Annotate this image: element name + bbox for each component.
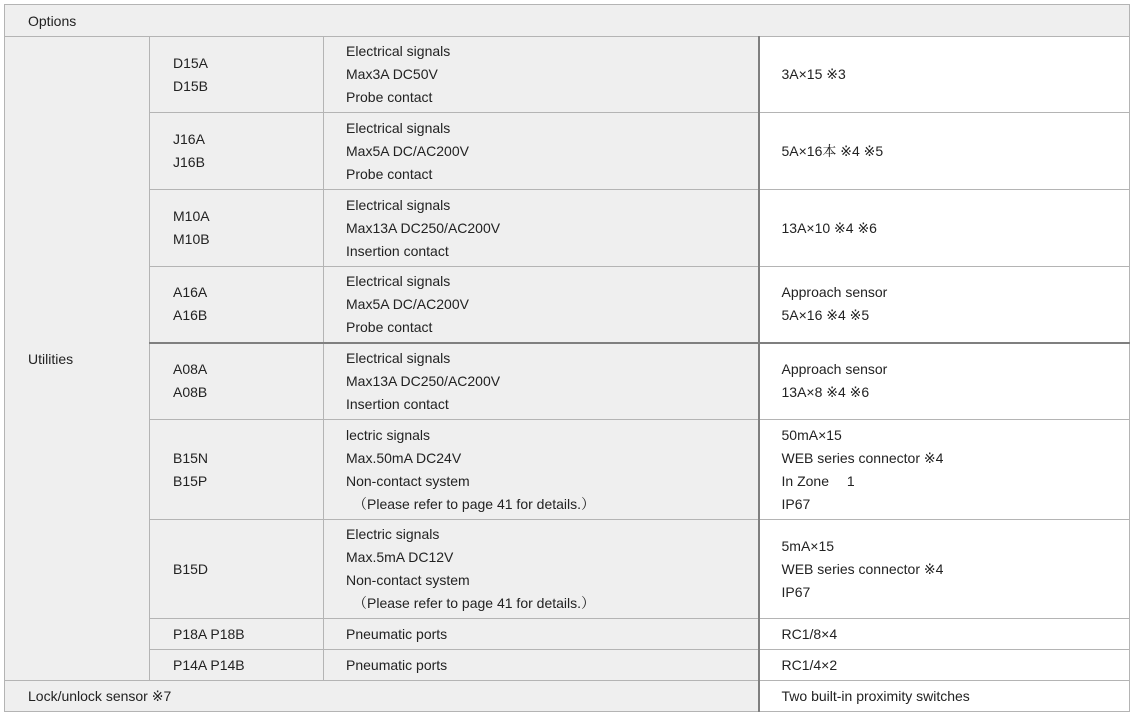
desc-cell bbox=[324, 37, 759, 113]
desc-line: Electrical signals bbox=[346, 349, 451, 366]
desc-cell bbox=[324, 619, 759, 650]
model-name: A16A bbox=[173, 284, 208, 301]
model-cell bbox=[150, 619, 324, 650]
value-line: RC1/8×4 bbox=[781, 625, 838, 642]
value-cell bbox=[759, 420, 1130, 520]
model-name: A16B bbox=[173, 307, 208, 324]
value-cell bbox=[759, 113, 1130, 190]
utilities-label: Utilities bbox=[5, 37, 150, 681]
model-cell bbox=[150, 343, 324, 420]
table-row bbox=[5, 650, 1130, 681]
value-cell bbox=[759, 343, 1130, 420]
model-cell bbox=[150, 650, 324, 681]
model-cell bbox=[150, 190, 324, 267]
desc-line: Max.50mA DC24V bbox=[346, 449, 462, 466]
desc-line: Max3A DC50V bbox=[346, 66, 438, 82]
value-line: 5A×16 ※4 ※5 bbox=[781, 307, 870, 324]
model-name: M10B bbox=[173, 231, 210, 247]
value-line: 5A×16本 ※4 ※5 bbox=[781, 142, 884, 159]
value-cell bbox=[759, 619, 1130, 650]
value-cell bbox=[759, 37, 1130, 113]
table-row bbox=[5, 420, 1130, 520]
desc-line: Insertion contact bbox=[346, 242, 449, 259]
value-line: RC1/4×2 bbox=[781, 656, 838, 673]
value-cell bbox=[759, 650, 1130, 681]
table-row bbox=[5, 619, 1130, 650]
model-cell bbox=[150, 267, 324, 343]
desc-line: Non-contact system bbox=[346, 572, 470, 588]
table-row bbox=[5, 113, 1130, 190]
value-line: 13A×10 ※4 ※6 bbox=[781, 219, 877, 236]
desc-cell bbox=[324, 267, 759, 343]
desc-line: Max5A DC/AC200V bbox=[346, 295, 469, 312]
value-line: IP67 bbox=[781, 583, 811, 600]
table-row bbox=[5, 190, 1130, 267]
model-name: D15A bbox=[173, 54, 209, 71]
desc-line: Pneumatic ports bbox=[346, 625, 448, 642]
desc-cell bbox=[324, 343, 759, 420]
desc-line: Max13A DC250/AC200V bbox=[346, 372, 501, 389]
desc-line: Electrical signals bbox=[346, 119, 451, 136]
desc-cell bbox=[324, 190, 759, 267]
desc-line: Max.5mA DC12V bbox=[346, 549, 454, 565]
model-name: A08B bbox=[173, 384, 208, 401]
desc-line: Electric signals bbox=[346, 526, 440, 542]
model-name: M10A bbox=[173, 208, 210, 224]
desc-line: Non-contact system bbox=[346, 472, 470, 489]
value-line: IP67 bbox=[781, 495, 811, 512]
value-line: Approach sensor bbox=[781, 361, 888, 378]
lock-sensor-label: Lock/unlock sensor ※7 bbox=[5, 681, 759, 712]
table-row bbox=[5, 267, 1130, 343]
model-name: B15P bbox=[173, 472, 208, 489]
desc-cell bbox=[324, 420, 759, 520]
options-header: Options bbox=[5, 5, 1130, 37]
model-name: P14A P14B bbox=[173, 656, 245, 673]
desc-cell bbox=[324, 520, 759, 619]
value-line: In Zone 1 bbox=[781, 472, 855, 489]
table-row bbox=[5, 343, 1130, 420]
desc-line: Probe contact bbox=[346, 165, 433, 182]
model-name: P18A P18B bbox=[173, 625, 245, 642]
desc-line: lectric signals bbox=[346, 426, 431, 443]
model-name: D15B bbox=[173, 77, 209, 94]
desc-line: Pneumatic ports bbox=[346, 656, 448, 673]
model-name: B15N bbox=[173, 449, 209, 466]
desc-cell bbox=[324, 113, 759, 190]
model-cell bbox=[150, 37, 324, 113]
model-name: J16B bbox=[173, 154, 205, 170]
desc-line: Probe contact bbox=[346, 318, 433, 335]
value-line: WEB series connector ※4 bbox=[781, 449, 944, 466]
desc-line: Electrical signals bbox=[346, 272, 451, 289]
value-cell bbox=[759, 267, 1130, 343]
value-cell bbox=[759, 190, 1130, 267]
model-cell bbox=[150, 420, 324, 520]
desc-note: （Please refer to page 41 for details.） bbox=[353, 495, 596, 512]
table-row bbox=[5, 520, 1130, 619]
value-line: Approach sensor bbox=[781, 284, 888, 301]
table-row bbox=[5, 37, 1130, 113]
value-line: 3A×15 ※3 bbox=[781, 66, 846, 82]
options-table bbox=[4, 4, 1130, 712]
value-line: 50mA×15 bbox=[781, 426, 842, 443]
desc-line: Electrical signals bbox=[346, 43, 451, 59]
lock-row bbox=[5, 681, 1130, 712]
desc-line: Electrical signals bbox=[346, 196, 451, 213]
value-line: WEB series connector ※4 bbox=[781, 560, 944, 577]
desc-line: Insertion contact bbox=[346, 395, 449, 412]
model-name: B15D bbox=[173, 560, 209, 577]
value-cell bbox=[759, 520, 1130, 619]
model-name: A08A bbox=[173, 361, 208, 378]
desc-line: Max5A DC/AC200V bbox=[346, 142, 469, 159]
value-line: 5mA×15 bbox=[781, 537, 835, 554]
model-cell bbox=[150, 520, 324, 619]
desc-line: Max13A DC250/AC200V bbox=[346, 219, 501, 236]
desc-line: Probe contact bbox=[346, 89, 433, 105]
value-line: 13A×8 ※4 ※6 bbox=[781, 384, 870, 401]
desc-cell bbox=[324, 650, 759, 681]
model-name: J16A bbox=[173, 131, 205, 147]
model-cell bbox=[150, 113, 324, 190]
desc-note: （Please refer to page 41 for details.） bbox=[353, 595, 596, 611]
header-row bbox=[5, 5, 1130, 37]
lock-sensor-value: Two built-in proximity switches bbox=[759, 681, 1130, 712]
